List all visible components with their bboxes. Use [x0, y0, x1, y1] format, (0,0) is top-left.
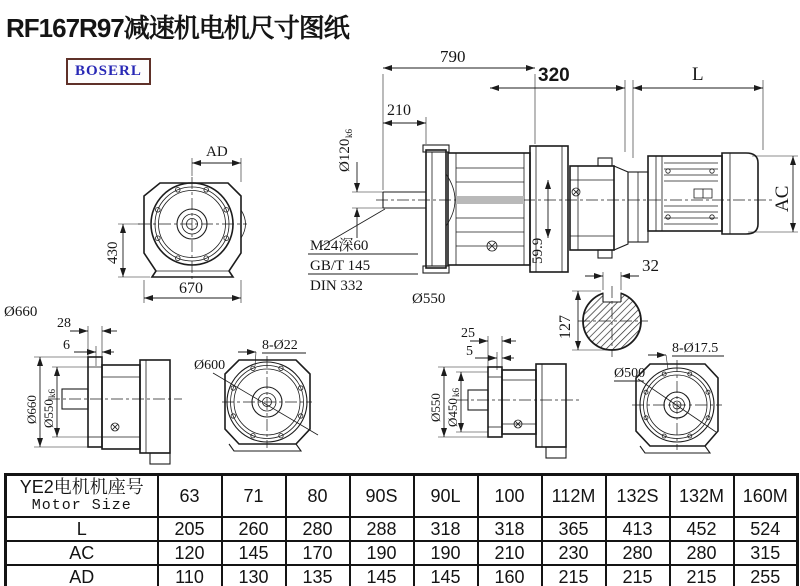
table-header-cell: [6, 475, 158, 518]
front-view: [105, 144, 247, 303]
cell: 215: [606, 565, 670, 586]
cell: 318: [478, 517, 542, 541]
cell: 452: [670, 517, 734, 541]
cell: 190: [414, 541, 478, 565]
bottom-view-2: [194, 338, 318, 451]
spec-keyhole: M24深60: [310, 238, 369, 254]
dim-ac: AC: [772, 185, 793, 212]
svg-text:Ø550: Ø550: [41, 399, 56, 428]
col-header: 112M: [542, 475, 606, 518]
cell: 160: [478, 565, 542, 586]
bottom-view-4: [614, 341, 724, 453]
table-header-row: [6, 475, 798, 518]
cell: 280: [286, 517, 350, 541]
cell: 130: [222, 565, 286, 586]
cell: 280: [670, 541, 734, 565]
motor-size-table: [4, 473, 799, 586]
motor: [648, 153, 758, 234]
cell: 280: [606, 541, 670, 565]
cell: 170: [286, 541, 350, 565]
vent-plug-icon: [572, 188, 580, 196]
dim-430: 430: [105, 241, 121, 264]
table-header-cn: YE2电机机座号: [19, 477, 144, 497]
dim-600: Ø600: [194, 358, 226, 373]
label-flange-550: Ø550: [412, 291, 446, 307]
dim-450k6: [445, 388, 461, 428]
col-header: 63: [158, 475, 222, 518]
row-label: AC: [6, 541, 158, 565]
dim-32: 32: [642, 256, 659, 275]
label-660: Ø660: [4, 304, 38, 320]
cell: 260: [222, 517, 286, 541]
cell: 120: [158, 541, 222, 565]
cell: 135: [286, 565, 350, 586]
cell: 145: [222, 541, 286, 565]
dim-shaft-diameter: [337, 129, 354, 173]
svg-text:k6: k6: [344, 129, 354, 138]
cell: 365: [542, 517, 606, 541]
col-header: 100: [478, 475, 542, 518]
cell: 145: [414, 565, 478, 586]
brand-logo-text: BOSERL: [75, 63, 142, 79]
cell: 215: [670, 565, 734, 586]
dim-6: 6: [63, 338, 70, 353]
dim-8-22: 8-Ø22: [262, 338, 298, 353]
brand-logo: [66, 58, 151, 85]
dim-210: 210: [387, 102, 411, 119]
cell: 210: [478, 541, 542, 565]
dim-5: 5: [466, 344, 473, 359]
dim-660-od: Ø660: [24, 395, 39, 424]
svg-text:k6: k6: [47, 389, 57, 398]
dim-28: 28: [57, 316, 71, 331]
dim-59-9: 59.9: [530, 237, 546, 264]
col-header: 90S: [350, 475, 414, 518]
cell: 318: [414, 517, 478, 541]
dim-790: 790: [440, 47, 466, 66]
row-label: L: [6, 517, 158, 541]
cell: 524: [734, 517, 798, 541]
table-row-AD: [6, 565, 798, 586]
spec-din: DIN 332: [310, 278, 363, 294]
bottom-view-1: [4, 304, 182, 464]
spec-gbt: GB/T 145: [310, 258, 371, 274]
row-label: AD: [6, 565, 158, 586]
dim-320: 320: [538, 65, 570, 86]
cell: 413: [606, 517, 670, 541]
cell: 205: [158, 517, 222, 541]
cell: 190: [350, 541, 414, 565]
cell: 255: [734, 565, 798, 586]
dim-670: 670: [179, 280, 203, 297]
dim-550-od: Ø550: [428, 393, 443, 422]
dim-550k6: [41, 389, 57, 429]
bottom-view-3: [428, 326, 580, 458]
side-view: [308, 47, 798, 307]
col-header: 80: [286, 475, 350, 518]
svg-text:Ø120: Ø120: [337, 138, 353, 172]
dim-25: 25: [461, 326, 475, 341]
table-header-en: Motor Size: [31, 497, 132, 514]
page-title: RF167R97减速机电机尺寸图纸: [6, 13, 349, 43]
dim-8-17-5: 8-Ø17.5: [672, 341, 719, 356]
col-header: 71: [222, 475, 286, 518]
cell: 230: [542, 541, 606, 565]
dim-ad: AD: [206, 144, 228, 160]
cell: 110: [158, 565, 222, 586]
col-header: 132S: [606, 475, 670, 518]
col-header: 160M: [734, 475, 798, 518]
dim-motor-length: L: [692, 64, 704, 85]
cell: 145: [350, 565, 414, 586]
cell: 215: [542, 565, 606, 586]
shaft-section: [557, 256, 659, 357]
dim-127: 127: [557, 315, 574, 339]
table-row-AC: [6, 541, 798, 565]
svg-text:Ø450: Ø450: [445, 398, 460, 427]
dim-500: Ø500: [614, 366, 646, 381]
col-header: 132M: [670, 475, 734, 518]
table-row-L: [6, 517, 798, 541]
cell: 315: [734, 541, 798, 565]
col-header: 90L: [414, 475, 478, 518]
cell: 288: [350, 517, 414, 541]
svg-text:k6: k6: [451, 388, 461, 397]
